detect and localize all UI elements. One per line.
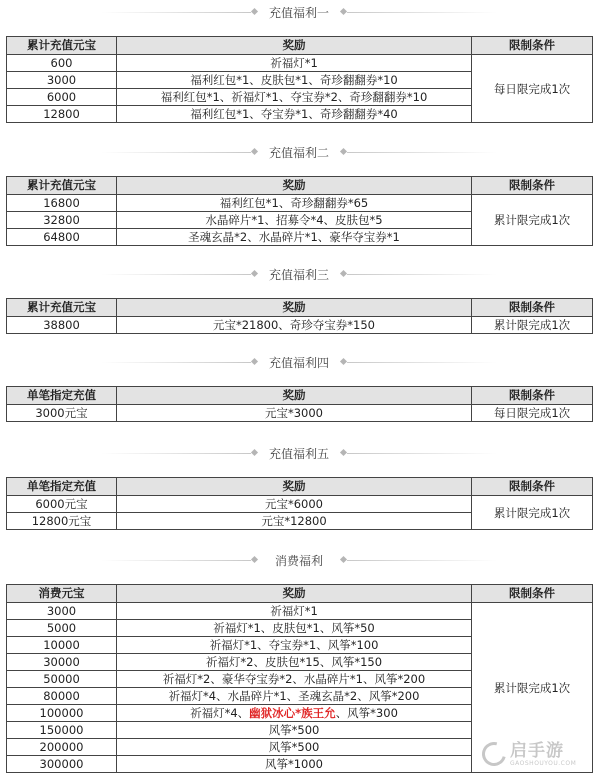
reward-text: 祈福灯*4、 [190,706,250,720]
amount-cell: 12800元宝 [7,513,117,530]
reward-table [6,386,593,422]
reward-cell: 祈福灯*1、皮肤包*1、风筝*50 [117,620,472,637]
reward-cell: 祈福灯*2、皮肤包*15、风筝*150 [117,654,472,671]
watermark-text: 启手游 [510,740,564,761]
reward-cell: 元宝*3000 [117,405,472,422]
header-condition: 限制条件 [472,177,593,195]
amount-cell: 12800 [7,106,117,123]
header-amount: 单笔指定充值 [7,387,117,405]
header-amount: 累计充值元宝 [7,299,117,317]
reward-cell: 福利红包*1、祈福灯*1、夺宝券*2、奇珍翻翻券*10 [117,89,472,106]
diamond-icon [251,449,258,456]
table-header-row [7,37,593,55]
reward-cell: 福利红包*1、皮肤包*1、奇珍翻翻券*10 [117,72,472,89]
section-title [6,2,592,22]
amount-cell: 38800 [7,317,117,334]
condition-cell: 累计限完成1次 [472,603,593,773]
diamond-icon [340,556,347,563]
header-condition: 限制条件 [472,585,593,603]
diamond-icon [251,270,258,277]
table-row [7,496,593,513]
amount-cell: 16800 [7,195,117,212]
section-title [6,264,592,284]
reward-cell: 福利红包*1、夺宝券*1、奇珍翻翻券*40 [117,106,472,123]
table-header-row [7,585,593,603]
reward-cell: 风筝*500 [117,722,472,739]
amount-cell: 6000元宝 [7,496,117,513]
section-title [6,352,592,372]
amount-cell: 50000 [7,671,117,688]
section-recharge-5 [6,443,592,530]
g-logo-icon [478,738,511,771]
amount-cell: 150000 [7,722,117,739]
table-row [7,317,593,334]
header-reward: 奖励 [117,585,472,603]
condition-cell: 每日限完成1次 [472,405,593,422]
reward-cell: 祈福灯*1 [117,603,472,620]
reward-cell: 祈福灯*4、水晶碎片*1、圣魂玄晶*2、风筝*200 [117,688,472,705]
table-row [7,55,593,72]
amount-cell: 200000 [7,739,117,756]
header-amount: 累计充值元宝 [7,177,117,195]
header-reward: 奖励 [117,299,472,317]
amount-cell: 600 [7,55,117,72]
highlight-reward-text: 幽狱冰心*族王允 [249,706,336,720]
reward-table [6,36,593,123]
header-condition: 限制条件 [472,299,593,317]
amount-cell: 3000元宝 [7,405,117,422]
reward-cell: 元宝*6000 [117,496,472,513]
reward-cell: 祈福灯*2、豪华夺宝券*2、水晶碎片*1、风筝*200 [117,671,472,688]
reward-cell: 圣魂玄晶*2、水晶碎片*1、豪华夺宝券*1 [117,229,472,246]
amount-cell: 100000 [7,705,117,722]
amount-cell: 3000 [7,72,117,89]
diamond-icon [251,148,258,155]
amount-cell: 30000 [7,654,117,671]
diamond-icon [340,270,347,277]
reward-cell: 风筝*500 [117,739,472,756]
condition-cell: 每日限完成1次 [472,55,593,123]
section-recharge-3 [6,264,592,334]
reward-text: 、风筝*300 [335,706,398,720]
reward-cell [117,705,472,722]
header-condition: 限制条件 [472,37,593,55]
table-header-row [7,387,593,405]
diamond-icon [340,8,347,15]
section-title-text: 充值福利四 [268,355,329,370]
header-amount: 累计充值元宝 [7,37,117,55]
reward-cell: 祈福灯*1、夺宝券*1、风筝*100 [117,637,472,654]
section-title-text: 充值福利二 [268,145,329,160]
diamond-icon [251,8,258,15]
section-title [6,443,592,463]
reward-table [6,477,593,530]
amount-cell: 3000 [7,603,117,620]
table-row [7,195,593,212]
header-reward: 奖励 [117,387,472,405]
section-recharge-1 [6,2,592,123]
header-amount: 单笔指定充值 [7,478,117,496]
header-condition: 限制条件 [472,387,593,405]
diamond-icon [340,358,347,365]
reward-cell: 福利红包*1、奇珍翻翻券*65 [117,195,472,212]
header-reward: 奖励 [117,177,472,195]
amount-cell: 300000 [7,756,117,773]
diamond-icon [251,556,258,563]
watermark-subtext: GAOSHOUYOU.COM [510,759,577,767]
header-condition: 限制条件 [472,478,593,496]
amount-cell: 6000 [7,89,117,106]
section-title [6,142,592,162]
reward-cell: 风筝*1000 [117,756,472,773]
header-reward: 奖励 [117,478,472,496]
table-header-row [7,299,593,317]
reward-table [6,298,593,334]
condition-cell: 累计限完成1次 [472,195,593,246]
section-title-text: 充值福利三 [268,267,329,282]
reward-cell: 元宝*12800 [117,513,472,530]
section-title-text: 充值福利五 [268,446,329,461]
condition-cell: 累计限完成1次 [472,317,593,334]
reward-cell: 水晶碎片*1、招募令*4、皮肤包*5 [117,212,472,229]
condition-cell: 累计限完成1次 [472,496,593,530]
table-row [7,603,593,620]
section-title-text: 充值福利一 [268,5,329,20]
table-header-row [7,177,593,195]
section-title [6,550,592,570]
table-row [7,405,593,422]
section-recharge-4 [6,352,592,422]
amount-cell: 64800 [7,229,117,246]
amount-cell: 80000 [7,688,117,705]
table-header-row [7,478,593,496]
section-recharge-2 [6,142,592,246]
amount-cell: 5000 [7,620,117,637]
header-reward: 奖励 [117,37,472,55]
watermark [482,740,594,768]
diamond-icon [251,358,258,365]
reward-cell: 元宝*21800、奇珍夺宝券*150 [117,317,472,334]
diamond-icon [340,148,347,155]
diamond-icon [340,449,347,456]
header-amount: 消费元宝 [7,585,117,603]
reward-cell: 祈福灯*1 [117,55,472,72]
amount-cell: 10000 [7,637,117,654]
reward-table [6,176,593,246]
section-title-text: 消费福利 [274,553,323,568]
amount-cell: 32800 [7,212,117,229]
